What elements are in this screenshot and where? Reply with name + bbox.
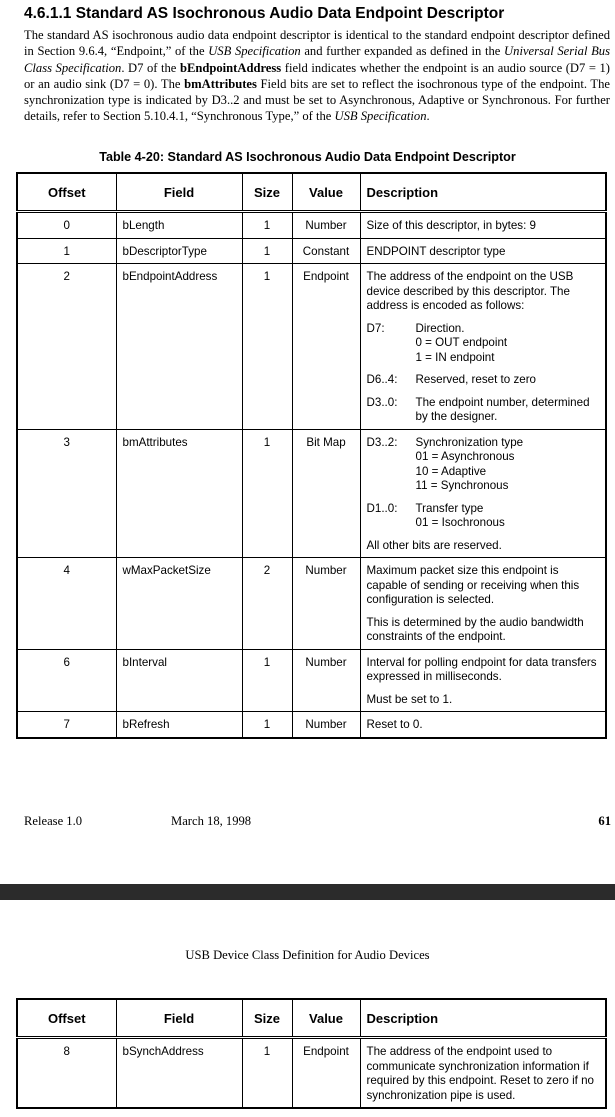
description-cell <box>360 212 606 239</box>
value-cell: Constant <box>292 238 360 264</box>
bit-range-label: D7: <box>366 321 385 335</box>
bit-field-entry <box>367 502 600 531</box>
bit-meaning-line: The endpoint number, determined by the designer. <box>415 395 590 423</box>
intro-paragraph <box>24 27 610 125</box>
size-cell: 1 <box>242 429 292 558</box>
endpoint-descriptor-table-continued <box>16 998 607 1109</box>
description-cell <box>360 558 606 650</box>
table-row <box>17 429 606 558</box>
intro-run: bmAttributes <box>184 76 257 91</box>
size-cell: 1 <box>242 649 292 712</box>
table-row <box>17 238 606 264</box>
table-caption: Table 4-20: Standard AS Isochronous Audio Data Endpoint Descriptor <box>99 150 516 164</box>
description-cell <box>360 1038 606 1109</box>
bit-field-entry <box>367 322 600 366</box>
footer-release: Release 1.0 <box>24 814 83 828</box>
offset-cell: 6 <box>17 649 116 712</box>
field-cell: bSynchAddress <box>116 1038 242 1109</box>
bit-meaning-line: 11 = Synchronous <box>415 479 509 492</box>
endpoint-descriptor-table <box>16 172 607 739</box>
offset-cell: 8 <box>17 1038 116 1109</box>
column-header-value: Value <box>292 999 360 1038</box>
column-header-description: Description <box>360 173 606 212</box>
description-cell <box>360 264 606 430</box>
description-cell <box>360 429 606 558</box>
bit-range-label: D1..0: <box>366 501 398 515</box>
bit-field-entry <box>367 373 600 388</box>
size-cell: 1 <box>242 1038 292 1109</box>
value-cell: Endpoint <box>292 1038 360 1109</box>
page-separator <box>0 884 615 900</box>
size-cell: 1 <box>242 712 292 738</box>
description-text: All other bits are reserved. <box>366 538 502 552</box>
description-text: Interval for polling endpoint for data transfers expressed in milliseconds. <box>366 655 597 683</box>
running-head: USB Device Class Definition for Audio Devices <box>185 948 430 962</box>
bit-meaning-line: Direction. <box>415 321 465 335</box>
bit-meaning-line: Synchronization type <box>415 435 524 449</box>
bit-range-meaning <box>416 373 600 388</box>
description-cell <box>360 238 606 264</box>
intro-run: . D7 of the <box>121 60 180 75</box>
field-cell: bDescriptorType <box>116 238 242 264</box>
value-cell: Bit Map <box>292 429 360 558</box>
table-row <box>17 558 606 650</box>
size-cell: 2 <box>242 558 292 650</box>
size-cell: 1 <box>242 264 292 430</box>
intro-run: USB Specification <box>208 44 301 59</box>
value-cell: Number <box>292 212 360 239</box>
intro-run: The standard AS isochronous audio data endpoint descriptor is identical to the standard endpoint descriptor defined in Section 9.6.4, “Endpoint,” of the <box>24 28 610 59</box>
intro-run: and further expanded as defined in the <box>300 44 505 59</box>
bit-meaning-line: 01 = Isochronous <box>415 516 505 529</box>
bit-range-label: D3..0: <box>366 395 398 409</box>
offset-cell: 4 <box>17 558 116 650</box>
bit-range-meaning <box>416 436 600 494</box>
intro-run: Field bits are set to reflect the isochronous type of the endpoint. The synchronization type is indicated by D3..2 and must be set to Asynchronous, Adaptive or Synchronous. For further details, refer to Section 5.10.4.1, “Synchronous Type,” of the <box>24 76 610 124</box>
offset-cell: 1 <box>17 238 116 264</box>
table-row <box>17 649 606 712</box>
value-cell: Number <box>292 712 360 738</box>
size-cell: 1 <box>242 212 292 239</box>
offset-cell: 7 <box>17 712 116 738</box>
intro-run: USB Specification <box>334 109 427 124</box>
bit-meaning-line: 10 = Adaptive <box>415 464 487 478</box>
description-cell <box>360 649 606 712</box>
column-header-size: Size <box>242 999 292 1038</box>
size-cell: 1 <box>242 238 292 264</box>
intro-run: field indicates whether the endpoint is an audio source (D7 = 1) or an audio sink (D7 = 0). The <box>24 60 611 91</box>
description-text: ENDPOINT descriptor type <box>366 244 506 258</box>
bit-range-label: D6..4: <box>366 373 398 386</box>
section-heading: 4.6.1.1 Standard AS Isochronous Audio Data Endpoint Descriptor <box>24 5 505 22</box>
table-row <box>17 712 606 738</box>
column-header-offset: Offset <box>17 173 116 212</box>
bit-range-label: D3..2: <box>366 435 398 449</box>
description-cell <box>360 712 606 738</box>
footer-date: March 18, 1998 <box>171 814 252 828</box>
bit-meaning-line: 1 = IN endpoint <box>415 350 495 364</box>
bit-range-meaning <box>416 322 600 366</box>
field-cell: bLength <box>116 212 242 239</box>
bit-range-meaning <box>416 396 600 425</box>
table-row <box>17 264 606 430</box>
field-cell: bRefresh <box>116 712 242 738</box>
footer-page-number: 61 <box>598 814 611 828</box>
column-header-field: Field <box>116 999 242 1038</box>
field-cell: wMaxPacketSize <box>116 558 242 650</box>
bit-field-entry <box>367 396 600 425</box>
value-cell: Number <box>292 558 360 650</box>
column-header-field: Field <box>116 173 242 212</box>
column-header-description: Description <box>360 999 606 1038</box>
description-text: This is determined by the audio bandwidth constraints of the endpoint. <box>366 615 584 643</box>
description-text: Maximum packet size this endpoint is capable of sending or receiving when this configuration is selected. <box>366 564 580 606</box>
description-text: The address of the endpoint on the USB device described by this descriptor. The address is encoded as follows: <box>366 270 574 312</box>
field-cell: bInterval <box>116 649 242 712</box>
table-row <box>17 1038 606 1109</box>
bit-meaning-line: Transfer type <box>415 501 484 515</box>
offset-cell: 0 <box>17 212 116 239</box>
table-row <box>17 212 606 239</box>
value-cell: Number <box>292 649 360 712</box>
bit-meaning-line: 0 = OUT endpoint <box>415 336 508 349</box>
description-text: Size of this descriptor, in bytes: 9 <box>366 219 536 232</box>
description-text: Reset to 0. <box>366 718 423 731</box>
document-page-62 <box>0 900 615 1117</box>
field-cell: bEndpointAddress <box>116 264 242 430</box>
bit-meaning-line: 01 = Asynchronous <box>415 450 515 463</box>
intro-run: . <box>426 109 430 124</box>
bit-range-meaning <box>416 502 600 531</box>
description-text: The address of the endpoint used to communicate synchronization information if required by this endpoint. Reset to zero if no synchronization pipe is used. <box>366 1045 594 1102</box>
offset-cell: 2 <box>17 264 116 430</box>
offset-cell: 3 <box>17 429 116 558</box>
description-text: Must be set to 1. <box>366 692 453 706</box>
value-cell: Endpoint <box>292 264 360 430</box>
column-header-value: Value <box>292 173 360 212</box>
intro-run: bEndpointAddress <box>179 60 282 75</box>
bit-meaning-line: Reserved, reset to zero <box>415 373 537 386</box>
column-header-offset: Offset <box>17 999 116 1038</box>
bit-field-entry <box>367 436 600 494</box>
column-header-size: Size <box>242 173 292 212</box>
field-cell: bmAttributes <box>116 429 242 558</box>
intro-run: Universal Serial Bus Class Specification <box>24 44 610 75</box>
